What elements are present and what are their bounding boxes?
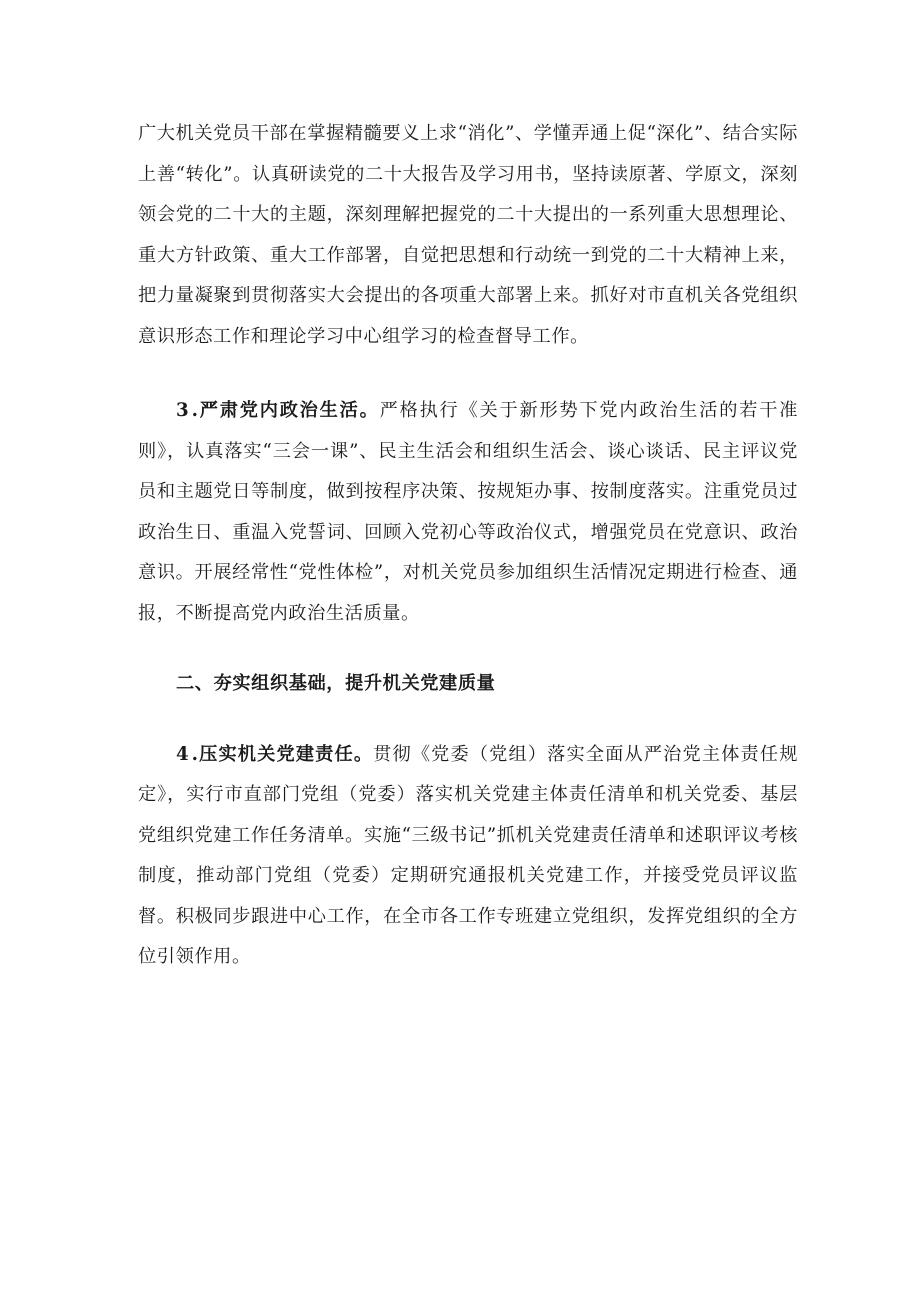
item-4-title: .压实机关党建责任。: [191, 743, 374, 765]
item-4-body: 贯彻《党委（党组）落实全面从严治党主体责任规定》，实行市直部门党组（党委）落实机关党建主体责任清单和机关党委、基层党组织党建工作任务清单。实施“三级书记”抓机关党建责任清单和述职评议考核制度，推动部门党组（党委）定期研究通报机关党建工作，并接受党员评议监督。积极同步跟进中心工作，在全市各工作专班建立党组织，发挥党组织的全方位引领作用。: [138, 743, 798, 967]
item-3-number: 3: [176, 400, 192, 421]
paragraph-gap: [138, 357, 798, 391]
item-3-body: 严格执行《关于新形势下党内政治生活的若干准则》，认真落实“三会一课”、民主生活会和组织生活会、谈心谈话、民主评议党员和主题党日等制度，做到按程序决策、按规矩办事、按制度落实。注重党员过政治生日、重温入党誓词、回顾入党初心等政治仪式，增强党员在党意识、政治意识。开展经常性“党性体检”，对机关党员参加组织生活情况定期进行检查、通报，不断提高党内政治生活质量。: [138, 400, 798, 624]
paragraph-gap: [138, 705, 798, 735]
item-4-paragraph: [138, 735, 798, 978]
paragraph-continued: 广大机关党员干部在掌握精髓要义上求“消化”、学懂弄通上促“深化”、结合实际上善“转化”。认真研读党的二十大报告及学习用书，坚持读原著、学原文，深刻领会党的二十大的主题，深刻理解把握党的二十大提出的一系列重大思想理论、重大方针政策、重大工作部署，自觉把思想和行动统一到党的二十大精神上来，把力量凝聚到贯彻落实大会提出的各项重大部署上来。抓好对市直机关各党组织意识形态工作和理论学习中心组学习的检查督导工作。: [138, 123, 798, 347]
item-4-number: 4: [176, 743, 192, 765]
paragraph-gap: [138, 634, 798, 664]
section-2-heading: 二、夯实组织基础，提升机关党建质量: [176, 673, 496, 694]
item-3-paragraph: [138, 391, 798, 634]
document-page: [138, 114, 798, 978]
item-3-title: .严肃党内政治生活。: [191, 400, 380, 421]
